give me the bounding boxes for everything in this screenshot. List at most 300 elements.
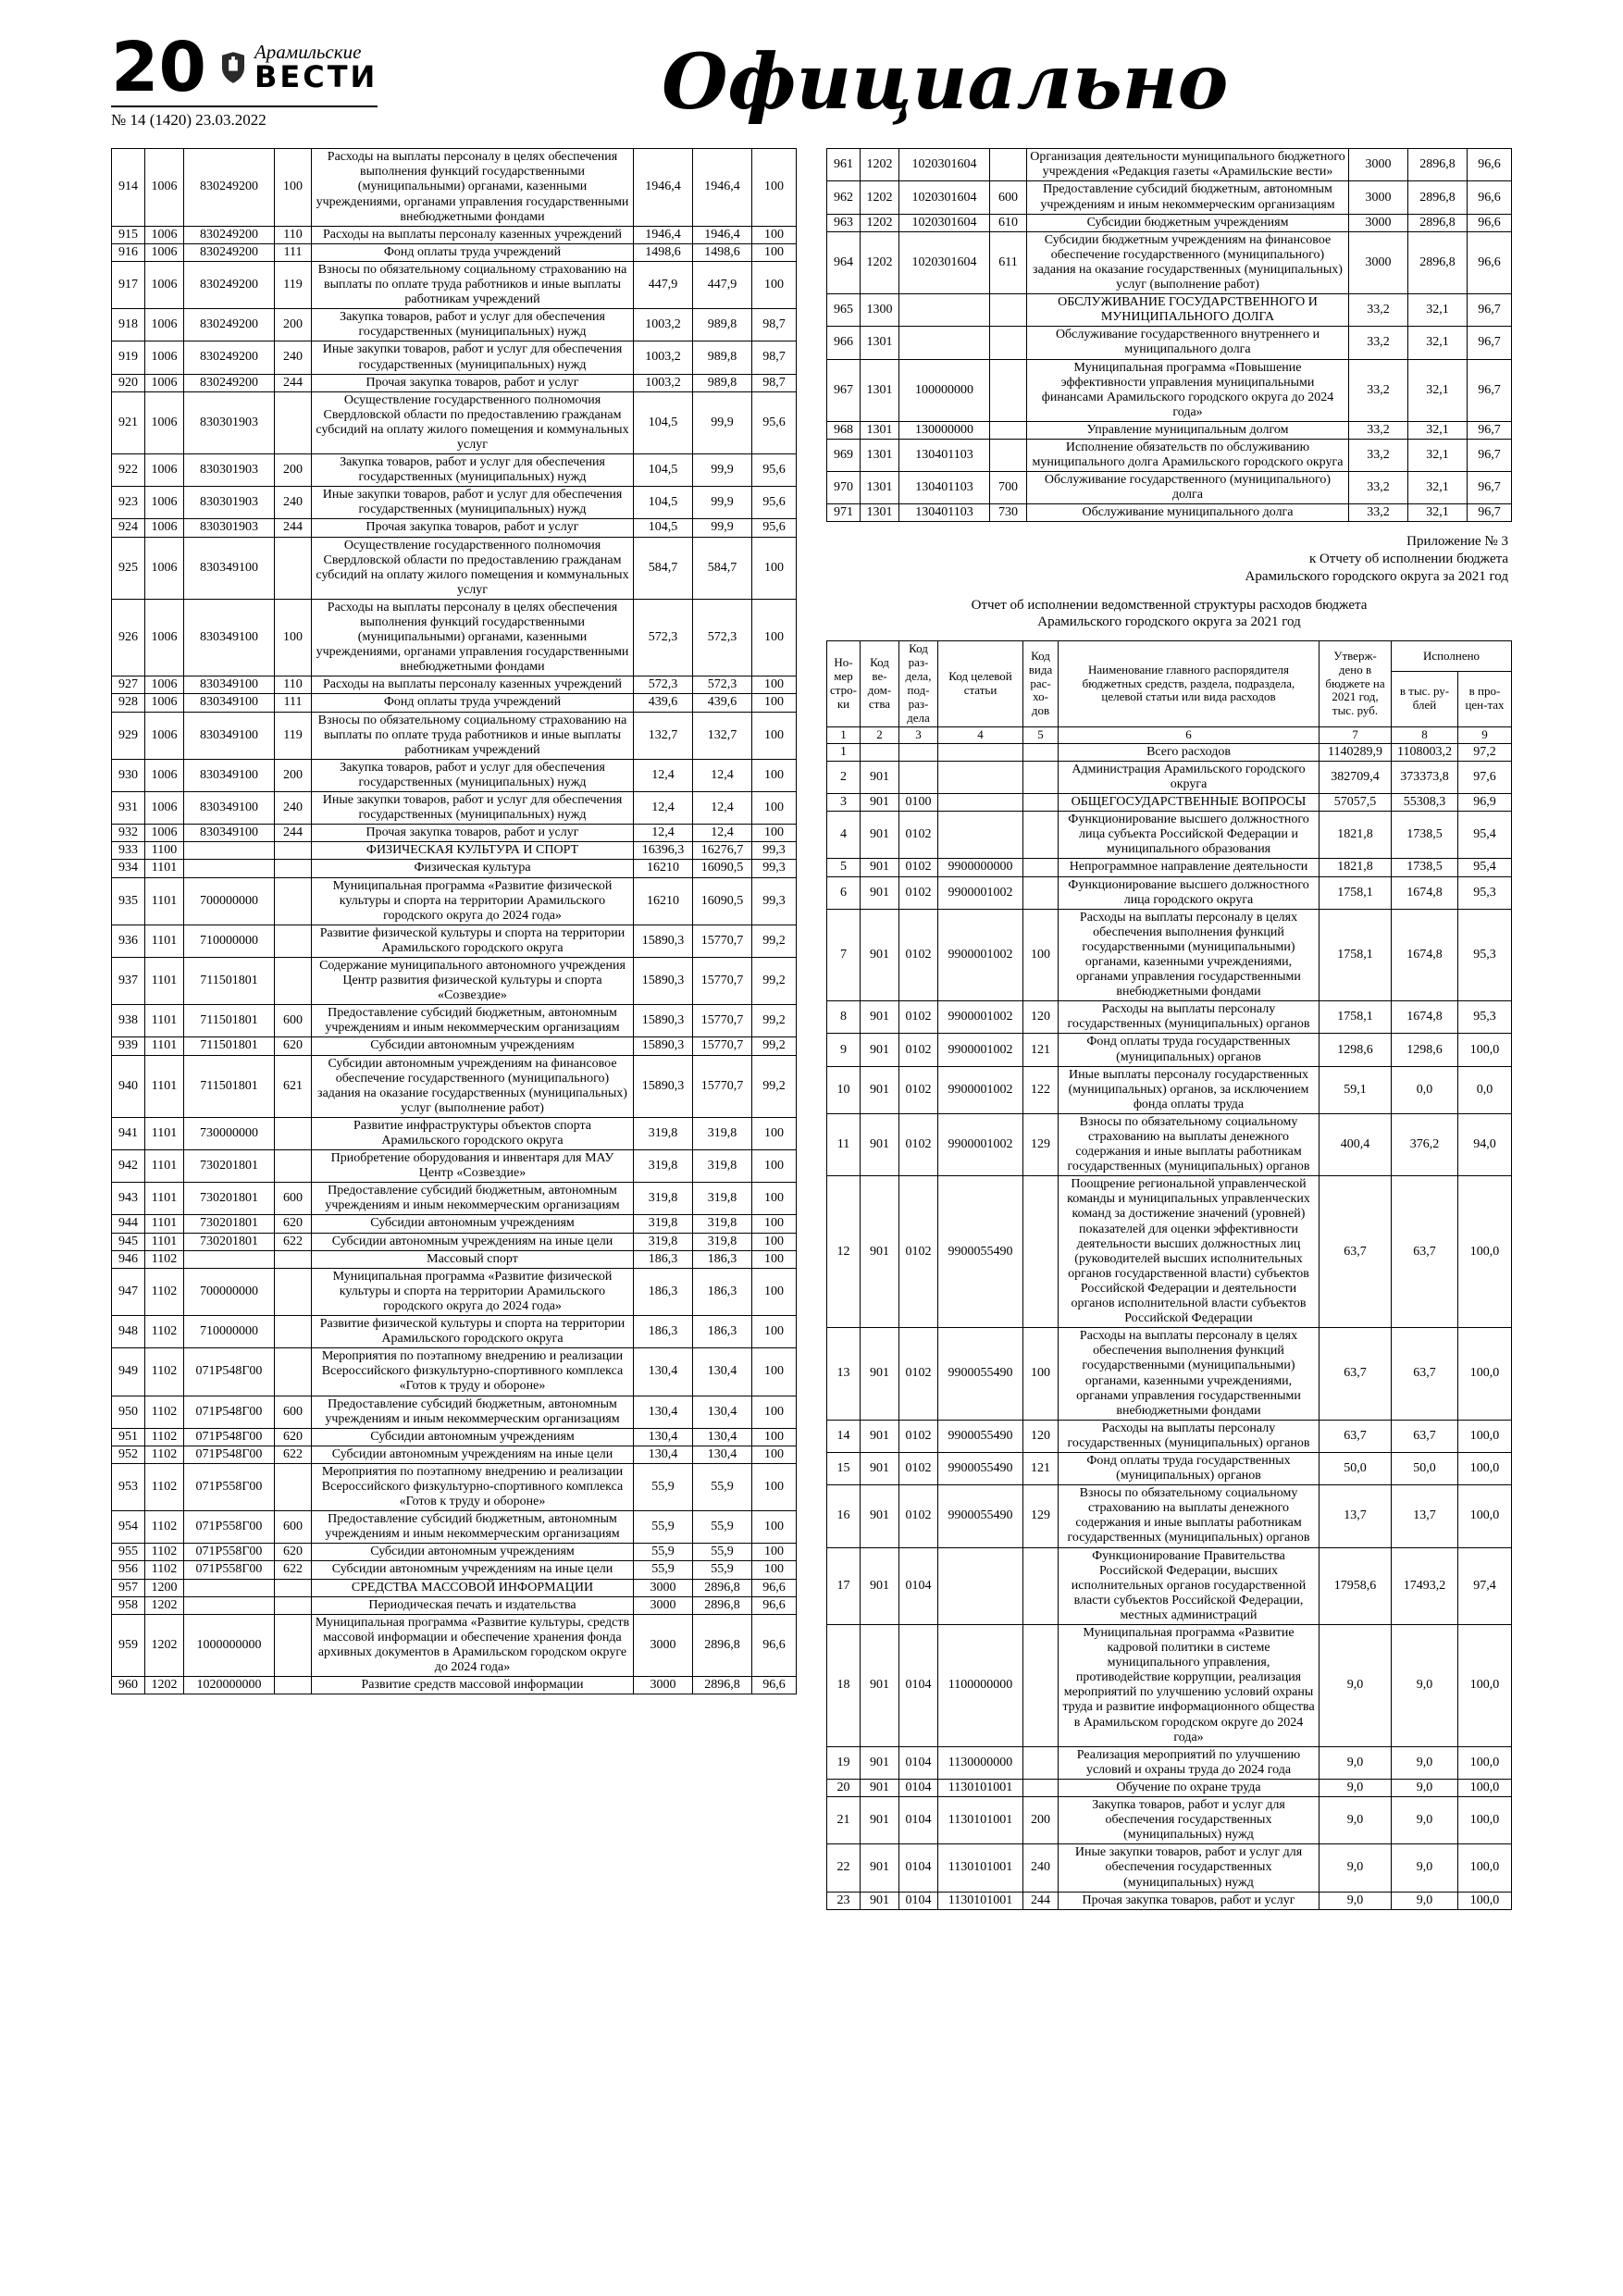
coat-of-arms-icon xyxy=(219,51,247,84)
percent-cell: 100 xyxy=(752,1446,797,1463)
executed-cell: 447,9 xyxy=(693,261,752,308)
table-row xyxy=(827,359,1512,421)
target-code-cell: 830349100 xyxy=(184,759,275,791)
line-number-cell: 19 xyxy=(827,1746,861,1779)
name-cell: Субсидии бюджетным учреждениям xyxy=(1027,214,1349,231)
expense-kind-cell: 620 xyxy=(275,1544,312,1561)
expense-kind-cell xyxy=(1023,1625,1059,1747)
executed-cell: 2896,8 xyxy=(1408,149,1468,181)
table-row xyxy=(827,909,1512,1001)
name-cell: Непрограммное направление деятельности xyxy=(1059,859,1319,876)
department-code-cell: 901 xyxy=(861,1034,899,1066)
target-code-cell: 830249200 xyxy=(184,226,275,243)
expense-kind-cell xyxy=(1023,1779,1059,1796)
section-title: Официально xyxy=(662,38,1229,127)
executed-cell: 16276,7 xyxy=(693,842,752,860)
expense-kind-cell xyxy=(990,294,1027,327)
line-number-cell: 14 xyxy=(827,1420,861,1452)
approved-cell: 1003,2 xyxy=(634,309,693,341)
row-number-cell: 969 xyxy=(827,439,861,471)
section-code-cell: 1101 xyxy=(145,1233,184,1250)
target-article-cell: 9900001002 xyxy=(938,1001,1023,1034)
expense-kind-cell: 620 xyxy=(275,1428,312,1446)
expense-kind-cell: 110 xyxy=(275,226,312,243)
approved-cell: 3000 xyxy=(1349,181,1408,214)
approved-cell: 1946,4 xyxy=(634,149,693,226)
target-code-cell: 130000000 xyxy=(899,421,990,439)
department-code-cell: 901 xyxy=(861,1797,899,1844)
executed-cell: 319,8 xyxy=(693,1233,752,1250)
row-number-cell: 956 xyxy=(112,1561,145,1579)
target-article-cell: 9900055490 xyxy=(938,1328,1023,1421)
expense-kind-cell: 100 xyxy=(1023,909,1059,1001)
expense-kind-cell xyxy=(275,1614,312,1676)
name-cell: Взносы по обязательному социальному страхованию на выплаты по оплате труда работников и иные выплаты работникам учреждений xyxy=(312,261,634,308)
executed-rub-cell: 1738,5 xyxy=(1392,812,1458,859)
row-number-cell: 971 xyxy=(827,504,861,522)
executed-cell: 319,8 xyxy=(693,1215,752,1233)
section-code-cell: 1006 xyxy=(145,519,184,537)
expense-kind-cell: 610 xyxy=(990,214,1027,231)
expense-kind-cell xyxy=(275,860,312,877)
row-number-cell: 931 xyxy=(112,792,145,825)
executed-rub-cell: 9,0 xyxy=(1392,1625,1458,1747)
executed-pct-cell: 97,6 xyxy=(1458,761,1512,793)
name-cell: Осуществление государственного полномочия Свердловской области по предоставлению гражданам субсидий на оплату жилого помещения и коммунальных услуг xyxy=(312,391,634,453)
table-row xyxy=(112,341,797,374)
column-number: 9 xyxy=(1458,726,1512,743)
approved-cell: 1003,2 xyxy=(634,341,693,374)
target-code-cell: 830301903 xyxy=(184,391,275,453)
approved-cell: 319,8 xyxy=(634,1150,693,1183)
table-row xyxy=(112,309,797,341)
executed-rub-cell: 63,7 xyxy=(1392,1420,1458,1452)
name-cell: Иные выплаты персоналу государственных (муниципальных) органов, за исключением фонда оплаты труда xyxy=(1059,1066,1319,1113)
table-row xyxy=(827,504,1512,522)
executed-cell: 989,8 xyxy=(693,374,752,391)
percent-cell: 100 xyxy=(752,1348,797,1396)
row-number-cell: 937 xyxy=(112,957,145,1004)
name-cell: Реализация мероприятий по улучшению условий и охраны труда до 2024 года xyxy=(1059,1746,1319,1779)
expense-kind-cell: 622 xyxy=(275,1561,312,1579)
name-cell: Развитие средств массовой информации xyxy=(312,1677,634,1694)
executed-cell: 2896,8 xyxy=(1408,181,1468,214)
name-cell: Обслуживание государственного (муниципального) долга xyxy=(1027,472,1349,504)
row-number-cell: 967 xyxy=(827,359,861,421)
table-row xyxy=(112,1316,797,1348)
approved-cell: 63,7 xyxy=(1319,1420,1392,1452)
row-number-cell: 935 xyxy=(112,877,145,925)
section-code-cell: 1101 xyxy=(145,877,184,925)
percent-cell: 100 xyxy=(752,537,797,599)
target-article-cell: 1130101001 xyxy=(938,1797,1023,1844)
approved-cell: 9,0 xyxy=(1319,1844,1392,1892)
executed-pct-cell: 95,3 xyxy=(1458,1001,1512,1034)
section-code-cell: 1101 xyxy=(145,1005,184,1037)
expense-kind-cell xyxy=(275,1463,312,1510)
table-row xyxy=(827,1452,1512,1484)
expense-kind-cell: 600 xyxy=(990,181,1027,214)
name-cell: Предоставление субсидий бюджетным, автономным учреждениям и иным некоммерческим организациям xyxy=(312,1511,634,1544)
executed-pct-cell: 100,0 xyxy=(1458,1176,1512,1328)
header-name: Наименование главного распорядителя бюджетных средств, раздела, подраздела, целевой статьи или вида расходов xyxy=(1059,641,1319,727)
line-number-cell: 22 xyxy=(827,1844,861,1892)
approved-cell: 447,9 xyxy=(634,261,693,308)
target-code-cell xyxy=(184,1250,275,1268)
table-row xyxy=(112,1463,797,1510)
percent-cell: 99,2 xyxy=(752,957,797,1004)
expense-kind-cell: 600 xyxy=(275,1005,312,1037)
line-number-cell: 15 xyxy=(827,1452,861,1484)
expense-kind-cell xyxy=(990,421,1027,439)
approved-cell: 3000 xyxy=(1349,149,1408,181)
line-number-cell: 5 xyxy=(827,859,861,876)
executed-cell: 2896,8 xyxy=(693,1596,752,1614)
expense-kind-cell xyxy=(1023,1176,1059,1328)
section-code-cell: 0102 xyxy=(899,1001,938,1034)
section-code-cell: 1101 xyxy=(145,1117,184,1149)
percent-cell: 100 xyxy=(752,694,797,712)
header-executed: Исполнено xyxy=(1392,641,1512,672)
executed-cell: 32,1 xyxy=(1408,472,1468,504)
report-title-line: Отчет об исполнении ведомственной структуры расходов бюджета xyxy=(971,597,1368,613)
target-code-cell: 830349100 xyxy=(184,712,275,759)
name-cell: Предоставление субсидий бюджетным, автономным учреждениям и иным некоммерческим организациям xyxy=(312,1005,634,1037)
table-row xyxy=(112,759,797,791)
name-cell: Взносы по обязательному социальному страхованию на выплаты денежного содержания и иные выплаты работникам государственных (муниципальных) органов xyxy=(1059,1485,1319,1547)
section-code-cell: 1101 xyxy=(145,957,184,1004)
expense-kind-cell: 244 xyxy=(1023,1892,1059,1909)
approved-cell: 9,0 xyxy=(1319,1746,1392,1779)
executed-pct-cell: 100,0 xyxy=(1458,1892,1512,1909)
percent-cell: 96,6 xyxy=(752,1614,797,1676)
percent-cell: 100 xyxy=(752,676,797,694)
row-number-cell: 917 xyxy=(112,261,145,308)
approved-cell: 584,7 xyxy=(634,537,693,599)
expense-kind-cell xyxy=(275,957,312,1004)
expense-kind-cell: 200 xyxy=(275,454,312,487)
target-article-cell xyxy=(938,812,1023,859)
expense-kind-cell xyxy=(1023,859,1059,876)
target-code-cell: 100000000 xyxy=(899,359,990,421)
executed-cell: 99,9 xyxy=(693,391,752,453)
approved-cell: 16210 xyxy=(634,877,693,925)
table-row xyxy=(827,1746,1512,1779)
section-code-cell: 0102 xyxy=(899,1452,938,1484)
target-code-cell: 711501801 xyxy=(184,1005,275,1037)
table-row xyxy=(827,1034,1512,1066)
executed-cell: 439,6 xyxy=(693,694,752,712)
executed-cell: 15770,7 xyxy=(693,957,752,1004)
executed-rub-cell: 63,7 xyxy=(1392,1328,1458,1421)
approved-cell: 439,6 xyxy=(634,694,693,712)
row-number-cell: 958 xyxy=(112,1596,145,1614)
percent-cell: 100 xyxy=(752,792,797,825)
appendix-line: Приложение № 3 xyxy=(1406,534,1508,550)
expense-kind-cell: 622 xyxy=(275,1233,312,1250)
name-cell: Субсидии автономным учреждениям на иные цели xyxy=(312,1233,634,1250)
expense-kind-cell: 119 xyxy=(275,261,312,308)
section-code-cell: 1101 xyxy=(145,1055,184,1117)
approved-cell: 33,2 xyxy=(1349,294,1408,327)
expense-kind-cell xyxy=(1023,743,1059,761)
name-cell: Мероприятия по поэтапному внедрению и реализации Всероссийского физкультурно-спортивного комплекса «Готов к труду и обороне» xyxy=(312,1348,634,1396)
target-article-cell: 9900055490 xyxy=(938,1176,1023,1328)
name-cell: Обслуживание муниципального долга xyxy=(1027,504,1349,522)
executed-cell: 130,4 xyxy=(693,1396,752,1428)
line-number-cell: 13 xyxy=(827,1328,861,1421)
approved-cell: 104,5 xyxy=(634,519,693,537)
percent-cell: 100 xyxy=(752,1544,797,1561)
approved-cell: 55,9 xyxy=(634,1511,693,1544)
executed-cell: 55,9 xyxy=(693,1511,752,1544)
page-content xyxy=(0,143,1623,1909)
table-row xyxy=(112,825,797,842)
executed-cell: 130,4 xyxy=(693,1428,752,1446)
line-number-cell: 23 xyxy=(827,1892,861,1909)
percent-cell: 98,7 xyxy=(752,309,797,341)
approved-cell: 319,8 xyxy=(634,1117,693,1149)
section-code-cell: 1100 xyxy=(145,842,184,860)
name-cell: Поощрение региональной управленческой команды и муниципальных управленческих команд за достижение значений (уровней) показателей для оценки эффективности деятельности высших должностных лиц (руководителей высших исполнительных органов государственной власти) субъектов Российской Федерации и деятельности органов исполнительной власти субъектов Российской Федерации xyxy=(1059,1176,1319,1328)
name-cell: Предоставление субсидий бюджетным, автономным учреждениям и иным некоммерческим организациям xyxy=(312,1183,634,1215)
executed-cell: 2896,8 xyxy=(1408,214,1468,231)
row-number-cell: 926 xyxy=(112,599,145,676)
approved-cell: 3000 xyxy=(1349,231,1408,293)
target-code-cell: 830349100 xyxy=(184,694,275,712)
approved-cell: 572,3 xyxy=(634,676,693,694)
section-code-cell: 1202 xyxy=(861,181,899,214)
name-cell: Содержание муниципального автономного учреждения Центр развития физической культуры и спорта «Созвездие» xyxy=(312,957,634,1004)
executed-rub-cell: 9,0 xyxy=(1392,1746,1458,1779)
expense-kind-cell xyxy=(275,1596,312,1614)
line-number-cell: 8 xyxy=(827,1001,861,1034)
column-number: 3 xyxy=(899,726,938,743)
target-code-cell: 130401103 xyxy=(899,472,990,504)
percent-cell: 100 xyxy=(752,1233,797,1250)
percent-cell: 100 xyxy=(752,1250,797,1268)
executed-rub-cell: 9,0 xyxy=(1392,1797,1458,1844)
name-cell: Прочая закупка товаров, работ и услуг xyxy=(312,825,634,842)
table-row xyxy=(112,226,797,243)
expense-kind-cell: 200 xyxy=(275,759,312,791)
table-row xyxy=(112,149,797,226)
expense-kind-cell: 700 xyxy=(990,472,1027,504)
executed-cell: 989,8 xyxy=(693,309,752,341)
approved-cell: 3000 xyxy=(1349,214,1408,231)
approved-cell: 1758,1 xyxy=(1319,909,1392,1001)
table-row xyxy=(112,1117,797,1149)
approved-cell: 59,1 xyxy=(1319,1066,1392,1113)
target-code-cell xyxy=(899,327,990,359)
percent-cell: 100 xyxy=(752,1183,797,1215)
row-number-cell: 933 xyxy=(112,842,145,860)
name-cell: Прочая закупка товаров, работ и услуг xyxy=(1059,1892,1319,1909)
section-code-cell: 0102 xyxy=(899,1420,938,1452)
section-code-cell: 0104 xyxy=(899,1892,938,1909)
approved-cell: 130,4 xyxy=(634,1348,693,1396)
newspaper-brand xyxy=(219,40,378,94)
issue-info: № 14 (1420) 23.03.2022 xyxy=(111,105,378,130)
section-code-cell: 1202 xyxy=(861,149,899,181)
row-number-cell: 915 xyxy=(112,226,145,243)
column-number: 6 xyxy=(1059,726,1319,743)
approved-cell: 1821,8 xyxy=(1319,859,1392,876)
percent-cell: 100 xyxy=(752,226,797,243)
executed-pct-cell: 100,0 xyxy=(1458,1452,1512,1484)
target-code-cell: 071Р548Г00 xyxy=(184,1446,275,1463)
expense-kind-cell xyxy=(275,925,312,957)
name-cell: Развитие физической культуры и спорта на территории Арамильского городского округа xyxy=(312,1316,634,1348)
approved-cell: 33,2 xyxy=(1349,439,1408,471)
section-code-cell: 0102 xyxy=(899,1328,938,1421)
approved-cell: 400,4 xyxy=(1319,1113,1392,1175)
table-row xyxy=(112,1596,797,1614)
name-cell: Субсидии автономным учреждениям xyxy=(312,1037,634,1055)
approved-cell: 130,4 xyxy=(634,1396,693,1428)
executed-rub-cell: 9,0 xyxy=(1392,1779,1458,1796)
executed-pct-cell: 100,0 xyxy=(1458,1625,1512,1747)
department-code-cell: 901 xyxy=(861,812,899,859)
name-cell: Обучение по охране труда xyxy=(1059,1779,1319,1796)
executed-cell: 55,9 xyxy=(693,1463,752,1510)
approved-cell: 1758,1 xyxy=(1319,876,1392,909)
executed-cell: 186,3 xyxy=(693,1316,752,1348)
row-number-cell: 946 xyxy=(112,1250,145,1268)
section-code-cell xyxy=(899,743,938,761)
approved-cell: 9,0 xyxy=(1319,1625,1392,1747)
name-cell: Расходы на выплаты персоналу в целях обеспечения выполнения функций государственными (муниципальными) органами, казенными учреждениями, органами управления государственными внебюджетными фондами xyxy=(312,599,634,676)
executed-pct-cell: 100,0 xyxy=(1458,1746,1512,1779)
expense-kind-cell: 100 xyxy=(275,599,312,676)
line-number-cell: 17 xyxy=(827,1547,861,1624)
name-cell: Расходы на выплаты персоналу в целях обеспечения выполнения функций государственными (муниципальными) органами, казенными учреждениями, органами управления государственными внебюджетными фондами xyxy=(312,149,634,226)
row-number-cell: 960 xyxy=(112,1677,145,1694)
percent-cell: 99,3 xyxy=(752,877,797,925)
name-cell: Закупка товаров, работ и услуг для обеспечения государственных (муниципальных) нужд xyxy=(312,309,634,341)
section-code-cell: 1301 xyxy=(861,327,899,359)
expense-kind-cell: 244 xyxy=(275,374,312,391)
header-approved: Утверж-дено в бюджете на 2021 год, тыс. руб. xyxy=(1319,641,1392,727)
executed-cell: 12,4 xyxy=(693,759,752,791)
section-code-cell: 0104 xyxy=(899,1844,938,1892)
target-code-cell: 830249200 xyxy=(184,309,275,341)
target-code-cell: 071Р548Г00 xyxy=(184,1428,275,1446)
executed-rub-cell: 373373,8 xyxy=(1392,761,1458,793)
name-cell: Исполнение обязательств по обслуживанию муниципального долга Арамильского городского округа xyxy=(1027,439,1349,471)
expense-kind-cell xyxy=(275,1316,312,1348)
executed-cell: 584,7 xyxy=(693,537,752,599)
target-code-cell xyxy=(184,1579,275,1596)
table-row xyxy=(112,1037,797,1055)
table-row xyxy=(827,1547,1512,1624)
target-article-cell: 1100000000 xyxy=(938,1625,1023,1747)
expense-kind-cell xyxy=(275,537,312,599)
column-number: 1 xyxy=(827,726,861,743)
table-row xyxy=(112,391,797,453)
name-cell: Закупка товаров, работ и услуг для обеспечения государственных (муниципальных) нужд xyxy=(312,759,634,791)
section-code-cell: 1006 xyxy=(145,825,184,842)
row-number-cell: 965 xyxy=(827,294,861,327)
target-code-cell xyxy=(184,860,275,877)
table-row xyxy=(112,1677,797,1694)
expense-kind-cell xyxy=(275,391,312,453)
executed-pct-cell: 97,2 xyxy=(1458,743,1512,761)
target-code-cell: 711501801 xyxy=(184,1055,275,1117)
percent-cell: 95,6 xyxy=(752,454,797,487)
approved-cell: 33,2 xyxy=(1349,421,1408,439)
header-expense-kind: Код вида рас-хо-дов xyxy=(1023,641,1059,727)
target-code-cell: 1020301604 xyxy=(899,149,990,181)
newspaper-name-top: Арамильские xyxy=(254,40,362,63)
executed-cell: 32,1 xyxy=(1408,504,1468,522)
approved-cell: 1821,8 xyxy=(1319,812,1392,859)
line-number-cell: 16 xyxy=(827,1485,861,1547)
budget-table-right xyxy=(826,148,1512,522)
line-number-cell: 10 xyxy=(827,1066,861,1113)
row-number-cell: 919 xyxy=(112,341,145,374)
approved-cell: 63,7 xyxy=(1319,1176,1392,1328)
section-code-cell: 0102 xyxy=(899,876,938,909)
percent-cell: 100 xyxy=(752,1428,797,1446)
table-row xyxy=(112,1428,797,1446)
expense-kind-cell xyxy=(1023,876,1059,909)
section-code-cell: 1102 xyxy=(145,1463,184,1510)
row-number-cell: 951 xyxy=(112,1428,145,1446)
table-row xyxy=(827,1779,1512,1796)
executed-cell: 572,3 xyxy=(693,599,752,676)
name-cell: Закупка товаров, работ и услуг для обеспечения государственных (муниципальных) нужд xyxy=(1059,1797,1319,1844)
expense-kind-cell: 111 xyxy=(275,243,312,261)
expense-kind-cell xyxy=(990,439,1027,471)
table-row xyxy=(827,1176,1512,1328)
target-article-cell xyxy=(938,743,1023,761)
header-section-code: Код раз-дела, под-раз-дела xyxy=(899,641,938,727)
approved-cell: 15890,3 xyxy=(634,957,693,1004)
section-code-cell: 1102 xyxy=(145,1511,184,1544)
expense-kind-cell xyxy=(275,1150,312,1183)
department-code-cell: 901 xyxy=(861,761,899,793)
approved-cell: 33,2 xyxy=(1349,472,1408,504)
budget-table-left xyxy=(111,148,797,1694)
approved-cell: 17958,6 xyxy=(1319,1547,1392,1624)
table-row xyxy=(112,712,797,759)
executed-cell: 186,3 xyxy=(693,1250,752,1268)
approved-cell: 104,5 xyxy=(634,391,693,453)
table-row xyxy=(112,1055,797,1117)
name-cell: Взносы по обязательному социальному страхованию на выплаты по оплате труда работников и иные выплаты работникам учреждений xyxy=(312,712,634,759)
expense-kind-cell: 100 xyxy=(275,149,312,226)
name-cell: Субсидии автономным учреждениям на иные цели xyxy=(312,1446,634,1463)
executed-cell: 15770,7 xyxy=(693,1037,752,1055)
executed-pct-cell: 100,0 xyxy=(1458,1328,1512,1421)
section-code-cell: 1006 xyxy=(145,149,184,226)
approved-cell: 12,4 xyxy=(634,792,693,825)
appendix-line: к Отчету об исполнении бюджета xyxy=(1308,552,1508,567)
line-number-cell: 21 xyxy=(827,1797,861,1844)
section-code-cell: 1301 xyxy=(861,504,899,522)
percent-cell: 99,2 xyxy=(752,1037,797,1055)
approved-cell: 3000 xyxy=(634,1579,693,1596)
table-row xyxy=(112,1215,797,1233)
table-row xyxy=(112,1250,797,1268)
department-structure-table xyxy=(826,640,1512,1910)
executed-cell: 55,9 xyxy=(693,1544,752,1561)
line-number-cell: 3 xyxy=(827,794,861,812)
department-table-header xyxy=(827,641,1512,744)
name-cell: Расходы на выплаты персоналу казенных учреждений xyxy=(312,226,634,243)
expense-kind-cell: 620 xyxy=(275,1037,312,1055)
